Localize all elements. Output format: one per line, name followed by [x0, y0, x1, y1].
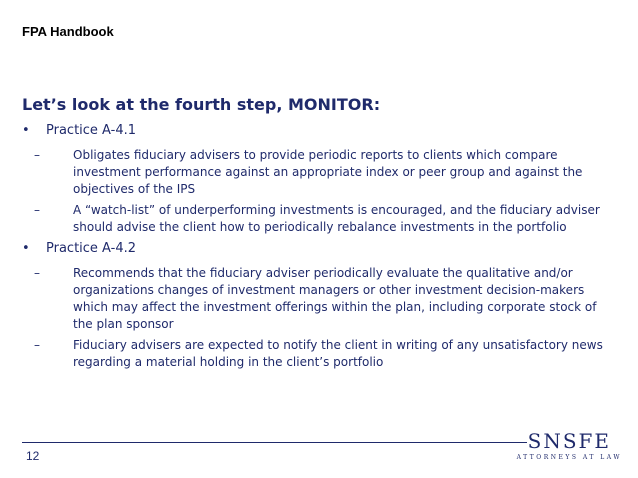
subitem-text: Obligates fiduciary advisers to provide periodic reports to clients which compare investment performance against an appropriate index or peer group and against the objectives of the IPS [73, 148, 583, 196]
practice-label: Practice A-4.2 [46, 241, 137, 256]
dash-icon: – [34, 203, 40, 217]
slide-content [22, 122, 612, 375]
handbook-title: FPA Handbook [22, 24, 114, 39]
practice-item [22, 122, 612, 140]
logo-wordmark: SNSFE [527, 429, 612, 453]
page-number: 12 [26, 449, 40, 463]
dash-icon: – [34, 338, 40, 352]
footer-divider [22, 442, 527, 443]
slide-heading: Let’s look at the fourth step, MONITOR: [22, 95, 381, 114]
logo-tagline: ATTORNEYS AT LAW [516, 454, 622, 461]
bullet-icon: • [22, 123, 30, 138]
practice-subitem [22, 265, 612, 333]
bullet-icon: • [22, 241, 30, 256]
practice-subitem [22, 147, 612, 198]
subitem-text: A “watch-list” of underperforming investments is encouraged, and the fiduciary adviser should advise the client how to periodically rebalance investments in the portfolio [73, 203, 600, 234]
practice-item [22, 240, 612, 258]
dash-icon: – [34, 266, 40, 280]
subitem-text: Recommends that the fiduciary adviser periodically evaluate the qualitative and/or organizations changes of investment managers or other investment decision-makers which may affect the investment offerings within the plan, including corporate stock of the plan sponsor [73, 266, 597, 331]
practice-subitem [22, 337, 612, 371]
subitem-text: Fiduciary advisers are expected to notify the client in writing of any unsatisfactory news regarding a material holding in the client’s portfolio [73, 338, 603, 369]
practice-subitem [22, 202, 612, 236]
practice-label: Practice A-4.1 [46, 123, 137, 138]
firm-logo [517, 430, 622, 461]
dash-icon: – [34, 148, 40, 162]
